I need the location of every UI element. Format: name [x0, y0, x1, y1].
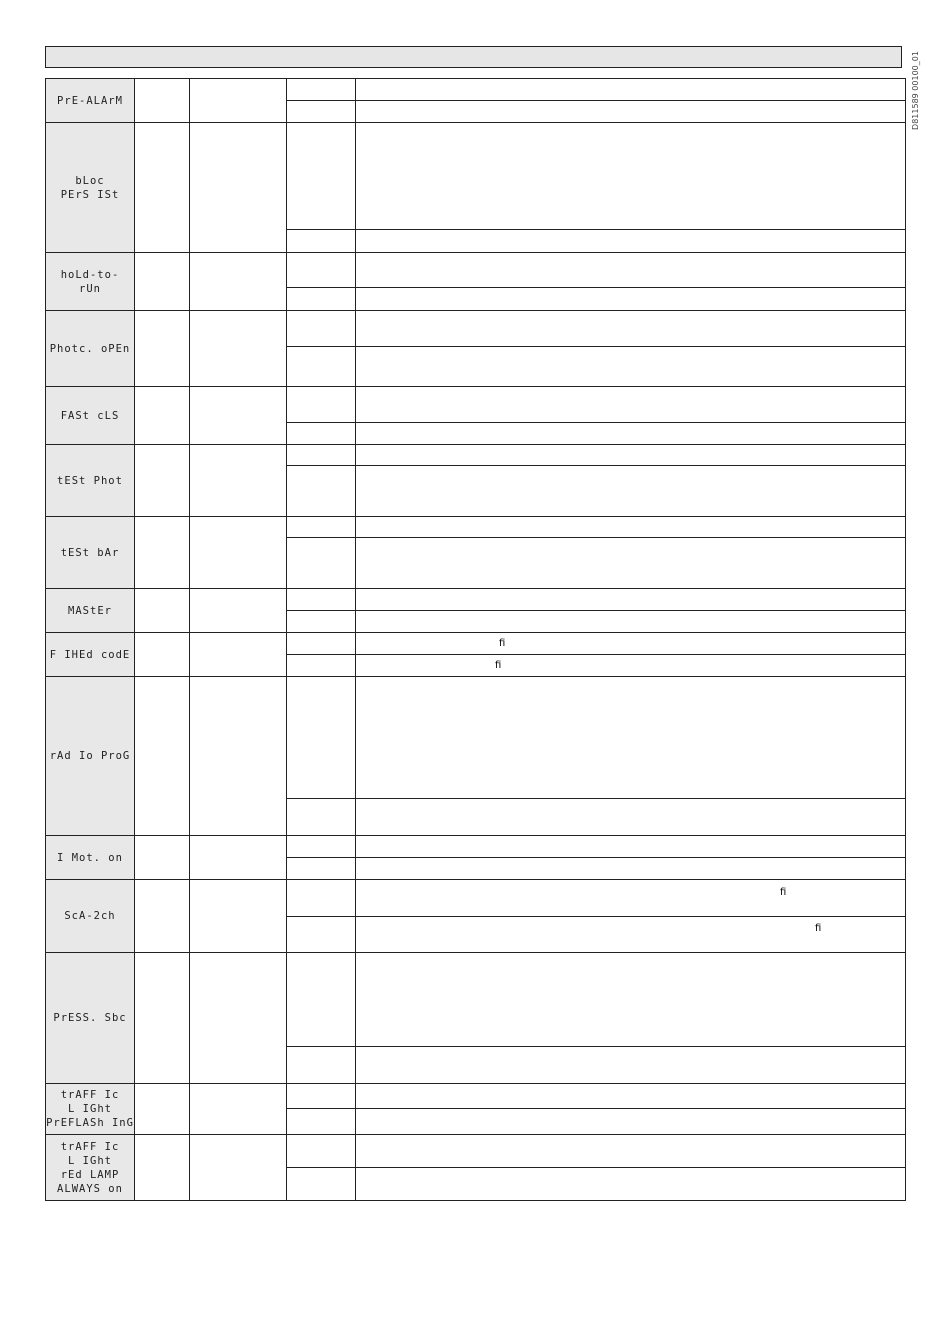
parameter-column-2: [135, 1135, 190, 1201]
option-description: [356, 79, 906, 101]
option-value: [287, 1135, 356, 1168]
parameter-column-3: [190, 880, 287, 953]
parameter-table: [45, 78, 906, 1201]
parameter-column-2: [135, 633, 190, 677]
table-row: [46, 79, 906, 101]
option-value: [287, 1047, 356, 1084]
parameter-column-2: [135, 1084, 190, 1135]
parameter-column-2: [135, 589, 190, 633]
option-value: [287, 347, 356, 387]
parameter-name: MAStEr: [46, 589, 135, 633]
parameter-column-3: [190, 123, 287, 253]
parameter-name: FASt cLS: [46, 387, 135, 445]
option-value: [287, 677, 356, 799]
option-value: [287, 466, 356, 517]
option-description: [356, 101, 906, 123]
option-description: [356, 1168, 906, 1201]
option-value: [287, 311, 356, 347]
option-description: [356, 347, 906, 387]
parameter-column-2: [135, 79, 190, 123]
table-row: [46, 387, 906, 423]
option-description: [356, 423, 906, 445]
option-description: [356, 836, 906, 858]
table-row: [46, 517, 906, 538]
parameter-name: F IHEd codE: [46, 633, 135, 677]
option-description: [356, 655, 906, 677]
parameter-column-3: [190, 253, 287, 311]
table-row: [46, 123, 906, 230]
option-value: [287, 387, 356, 423]
option-value: [287, 1084, 356, 1109]
option-value: [287, 589, 356, 611]
parameter-column-3: [190, 589, 287, 633]
parameter-name: trAFF Ic L IGht rEd LAMP ALWAYS on: [46, 1135, 135, 1201]
parameter-name: bLoc PErS ISt: [46, 123, 135, 253]
parameter-name: trAFF Ic L IGht PrEFLASh InG: [46, 1084, 135, 1135]
parameter-name: PrE-ALArM: [46, 79, 135, 123]
option-description: [356, 311, 906, 347]
option-description: [356, 387, 906, 423]
parameter-column-3: [190, 1135, 287, 1201]
option-description: [356, 517, 906, 538]
option-description: [356, 611, 906, 633]
option-description: [356, 589, 906, 611]
option-description: [356, 858, 906, 880]
option-value: [287, 1168, 356, 1201]
option-value: [287, 633, 356, 655]
table-row: [46, 677, 906, 799]
option-value: [287, 123, 356, 230]
document-code: D811589 00100_01: [910, 51, 920, 130]
option-description: [356, 466, 906, 517]
parameter-name: rAd Io ProG: [46, 677, 135, 836]
table-row: [46, 836, 906, 858]
option-description: [356, 953, 906, 1047]
option-value: [287, 423, 356, 445]
parameter-column-3: [190, 311, 287, 387]
option-description: [356, 799, 906, 836]
parameter-name: tESt Phot: [46, 445, 135, 517]
option-description: [356, 123, 906, 230]
parameter-name: hoLd-to- rUn: [46, 253, 135, 311]
parameter-name: PrESS. Sbc: [46, 953, 135, 1084]
description-text: ﬁ: [815, 923, 822, 934]
option-value: [287, 880, 356, 917]
table-row: [46, 589, 906, 611]
table-row: [46, 1135, 906, 1168]
table-row: [46, 253, 906, 288]
parameter-column-2: [135, 387, 190, 445]
parameter-column-2: [135, 253, 190, 311]
option-description: [356, 1084, 906, 1109]
parameter-name: Photc. oPEn: [46, 311, 135, 387]
option-description: [356, 1135, 906, 1168]
option-description: [356, 253, 906, 288]
option-description: [356, 1047, 906, 1084]
option-description: [356, 677, 906, 799]
parameter-column-3: [190, 517, 287, 589]
parameter-column-2: [135, 123, 190, 253]
parameter-name: tESt bAr: [46, 517, 135, 589]
parameter-column-3: [190, 953, 287, 1084]
description-text: ﬁ: [495, 660, 502, 671]
option-value: [287, 917, 356, 953]
option-description: [356, 1109, 906, 1135]
table-row: [46, 445, 906, 466]
parameter-column-2: [135, 677, 190, 836]
option-value: [287, 79, 356, 101]
parameter-column-2: [135, 953, 190, 1084]
option-value: [287, 445, 356, 466]
option-value: [287, 288, 356, 311]
table-row: [46, 311, 906, 347]
option-value: [287, 101, 356, 123]
option-value: [287, 858, 356, 880]
parameter-column-2: [135, 880, 190, 953]
parameter-column-2: [135, 836, 190, 880]
table-row: [46, 633, 906, 655]
table-row: [46, 1084, 906, 1109]
option-value: [287, 836, 356, 858]
option-value: [287, 655, 356, 677]
option-value: [287, 799, 356, 836]
parameter-column-2: [135, 311, 190, 387]
parameter-column-2: [135, 445, 190, 517]
parameter-column-3: [190, 633, 287, 677]
parameter-column-3: [190, 677, 287, 836]
parameter-column-2: [135, 517, 190, 589]
option-description: [356, 633, 906, 655]
option-value: [287, 253, 356, 288]
option-description: [356, 288, 906, 311]
parameter-column-3: [190, 445, 287, 517]
parameter-name: ScA-2ch: [46, 880, 135, 953]
option-description: [356, 538, 906, 589]
parameter-column-3: [190, 387, 287, 445]
option-description: [356, 445, 906, 466]
parameter-name: I Mot. on: [46, 836, 135, 880]
option-description: [356, 917, 906, 953]
option-description: [356, 880, 906, 917]
option-value: [287, 953, 356, 1047]
option-description: [356, 230, 906, 253]
option-value: [287, 230, 356, 253]
description-text: ﬁ: [499, 638, 506, 649]
table-row: [46, 953, 906, 1047]
table-row: [46, 880, 906, 917]
parameter-column-3: [190, 836, 287, 880]
option-value: [287, 538, 356, 589]
table-header-bar: [45, 46, 902, 68]
description-text: ﬁ: [780, 886, 787, 898]
option-value: [287, 1109, 356, 1135]
parameter-column-3: [190, 1084, 287, 1135]
parameter-column-3: [190, 79, 287, 123]
option-value: [287, 517, 356, 538]
option-value: [287, 611, 356, 633]
